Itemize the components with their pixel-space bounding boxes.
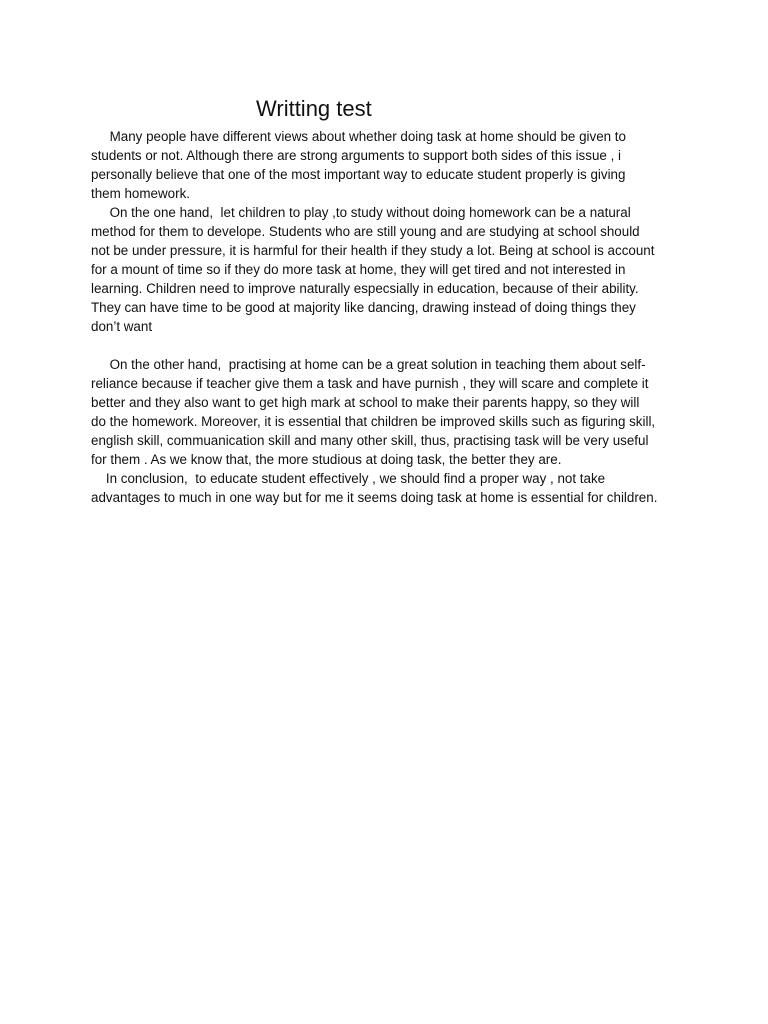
text-line: method for them to develope. Students who are still young and are studying at school should: [91, 224, 640, 239]
text-line: personally believe that one of the most important way to educate student properly is giving: [91, 167, 626, 182]
text-line: On the other hand, practising at home can be a great solution in teaching them about self-: [91, 357, 646, 372]
text-line: better and they also want to get high mark at school to make their parents happy, so they will: [91, 395, 640, 410]
paragraph-intro: [91, 127, 691, 203]
paragraph-conclusion: [91, 469, 691, 507]
text-line: reliance because if teacher give them a task and have purnish , they will scare and complete it: [91, 376, 649, 391]
blank-line: [91, 336, 691, 355]
text-line: They can have time to be good at majority like dancing, drawing instead of doing things they: [91, 300, 636, 315]
text-line: english skill, commuanication skill and many other skill, thus, practising task will be very useful: [91, 433, 649, 448]
text-line: In conclusion, to educate student effectively , we should find a proper way , not take: [91, 471, 606, 486]
text-line: for a mount of time so if they do more task at home, they will get tired and not interested in: [91, 262, 626, 277]
text-line: advantages to much in one way but for me it seems doing task at home is essential for children.: [91, 490, 658, 505]
text-line: learning. Children need to improve naturally especsially in education, because of their ability.: [91, 281, 639, 296]
text-line: do the homework. Moreover, it is essential that children be improved skills such as figuring skill,: [91, 414, 656, 429]
text-line: Many people have different views about whether doing task at home should be given to: [91, 129, 626, 144]
document-title: Writting test: [256, 96, 372, 121]
text-line: for them . As we know that, the more studious at doing task, the better they are.: [91, 452, 562, 467]
text-line: them homework.: [91, 186, 190, 201]
document-body: [91, 127, 691, 507]
text-line: On the one hand, let children to play ,to study without doing homework can be a natural: [91, 205, 631, 220]
text-line: not be under pressure, it is harmful for their health if they study a lot. Being at school is account: [91, 243, 655, 258]
text-line: don’t want: [91, 319, 153, 334]
text-line: students or not. Although there are strong arguments to support both sides of this issue , i: [91, 148, 621, 163]
paragraph-other-hand: [91, 355, 691, 469]
paragraph-one-hand: [91, 203, 691, 336]
